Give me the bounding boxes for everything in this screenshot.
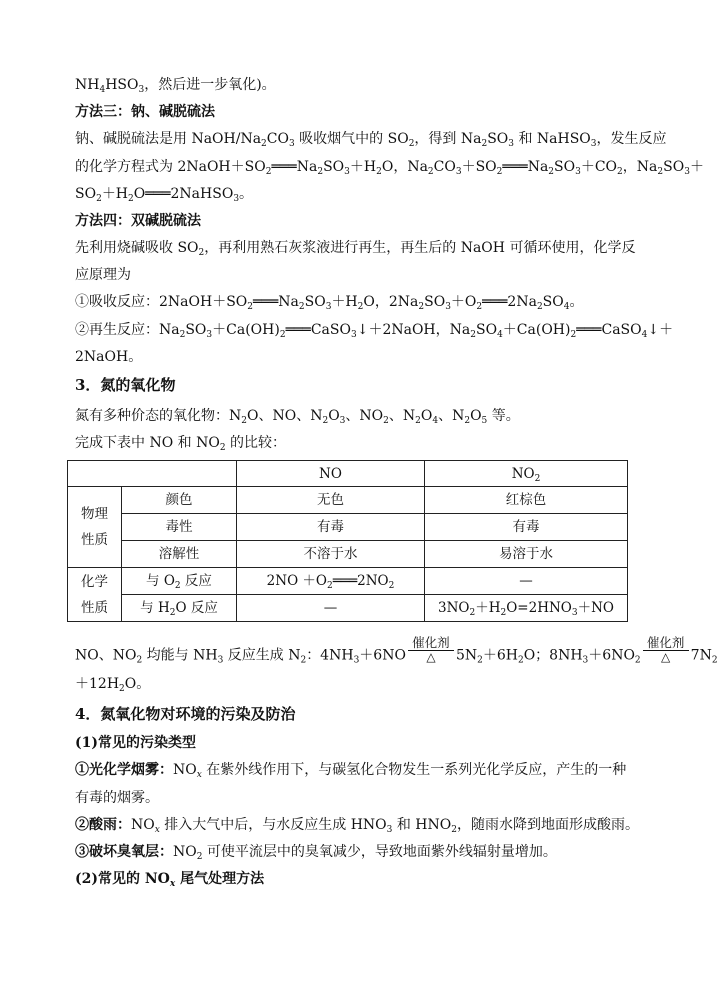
header-no2: $NO_2$	[425, 461, 628, 487]
equation-line: $SO_2+H_2O═══2NaHSO_3$。	[75, 186, 254, 204]
subheading-treatment-methods: (2)常见的 $NO_x$ 尾气处理方法	[75, 871, 265, 889]
table-cell: 红棕色	[425, 487, 628, 514]
regeneration-reaction-line: ②再生反应：$Na_2SO_3+Ca(OH)_2═══CaSO_3↓+2NaOH$，$Na_2SO_4+Ca(OH)_2═══CaSO_4↓+$	[75, 322, 674, 340]
absorption-reaction-line: ①吸收反应：$2NaOH+SO_2═══Na_2SO_3+H_2O$，$2Na_2SO_3+O_2═══2Na_2SO_4$。	[75, 294, 584, 312]
table-row	[68, 568, 628, 595]
paragraph-line: $NH_4HSO_3$，然后进一步氧化)。	[75, 77, 276, 95]
no-no2-comparison-table	[67, 460, 628, 622]
table-cell: —	[425, 568, 628, 595]
table-header-row	[68, 461, 628, 487]
physical-properties-group: 物理 性质	[68, 487, 122, 568]
chemical-properties-group: 化学 性质	[68, 568, 122, 622]
paragraph-line: ①光化学烟雾：$NO_x$ 在紫外线作用下，与碳氢化合物发生一系列光化学反应，产生的一种	[75, 762, 627, 780]
table-cell: $2NO +O_2═══2NO_2$	[237, 568, 425, 595]
catalyst-condition: 催化剂 △	[408, 636, 454, 663]
property-reaction-h2o: 与 $H_2O$ 反应	[122, 595, 237, 622]
table-cell: 有毒	[237, 514, 425, 541]
table-cell: 有毒	[425, 514, 628, 541]
method-four-heading: 方法四：双碱脱硫法	[75, 213, 201, 229]
table-row	[68, 595, 628, 622]
table-row	[68, 487, 628, 514]
table-row	[68, 514, 628, 541]
paragraph-line: $+12H_2O$。	[75, 676, 151, 694]
table-cell: 不溶于水	[237, 541, 425, 568]
section-heading-4: 4．氮氧化物对环境的污染及防治	[75, 705, 296, 723]
property-color: 颜色	[122, 487, 237, 514]
paragraph-line: 氮有多种价态的氧化物：$N_2O$、NO、$N_2O_3$、$NO_2$、$N_2O_4$、$N_2O_5$ 等。	[75, 408, 520, 426]
table-cell: —	[237, 595, 425, 622]
catalyst-condition: 催化剂 △	[643, 636, 689, 663]
paragraph-line: 应原理为	[75, 267, 131, 283]
header-no: NO	[237, 461, 425, 487]
table-corner-cell	[68, 461, 237, 487]
property-toxicity: 毒性	[122, 514, 237, 541]
method-three-heading: 方法三：钠、碱脱硫法	[75, 104, 215, 120]
table-cell: 易溶于水	[425, 541, 628, 568]
paragraph-line: 先利用烧碱吸收 $SO_2$，再利用熟石灰浆液进行再生，再生后的 NaOH 可循环使用，化学反	[75, 240, 636, 258]
paragraph-line: 完成下表中 NO 和 $NO_2$ 的比较：	[75, 435, 286, 453]
paragraph-line: ②酸雨：$NO_x$ 排入大气中后，与水反应生成 $HNO_3$ 和 $HNO_2$，随雨水降到地面形成酸雨。	[75, 817, 639, 835]
subheading-pollution-types: (1)常见的污染类型	[75, 735, 196, 751]
table-cell: $3NO_2+H_2O=2HNO_3+NO$	[425, 595, 628, 622]
paragraph-line: ③破坏臭氧层：$NO_2$ 可使平流层中的臭氧减少，导致地面紫外线辐射量增加。	[75, 844, 557, 862]
table-cell: 无色	[237, 487, 425, 514]
table-row	[68, 541, 628, 568]
property-solubility: 溶解性	[122, 541, 237, 568]
property-reaction-o2: 与 $O_2$ 反应	[122, 568, 237, 595]
nh3-reaction-line: NO、$NO_2$ 均能与 $NH_3$ 反应生成 $N_2$：$4NH_3+6NO$ 催化剂 △ $5N_2+6H_2O$；$8NH_3+6NO_2$ 催化剂 △ $7N_2$	[75, 635, 718, 666]
paragraph-line: 钠、碱脱硫法是用 NaOH/$Na_2CO_3$ 吸收烟气中的 $SO_2$，得到 $Na_2SO_3$ 和 NaHSO$_3$，发生反应	[75, 131, 667, 149]
equation-line: 的化学方程式为 $2NaOH+SO_2═══Na_2SO_3+H_2O$，$Na_2CO_3+SO_2═══Na_2SO_3+CO_2$，$Na_2SO_3+$	[75, 159, 704, 177]
paragraph-line: 有毒的烟雾。	[75, 790, 159, 806]
section-heading-3: 3．氮的氧化物	[75, 376, 176, 394]
paragraph-line: 2NaOH。	[75, 349, 143, 365]
